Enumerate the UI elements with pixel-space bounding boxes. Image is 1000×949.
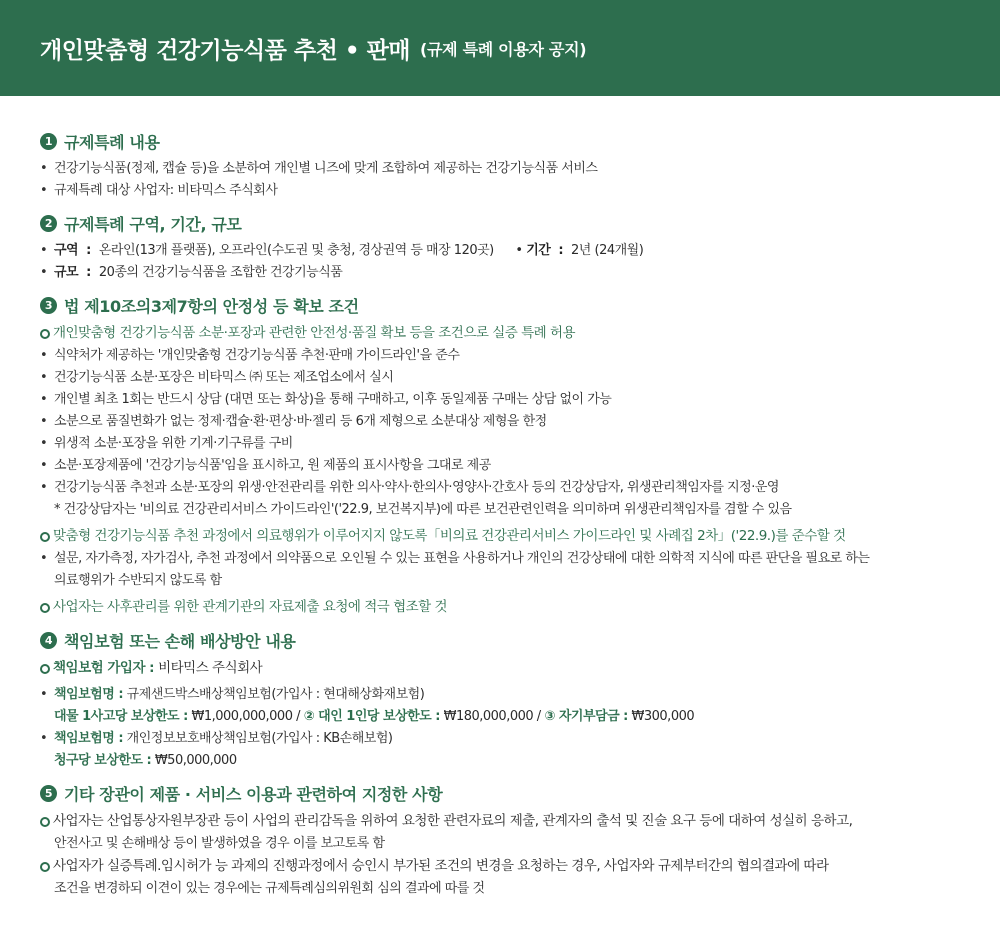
scale-row: • 규모 : 20종의 건강기능식품을 조합한 건강기능식품	[40, 262, 960, 284]
number-badge: 1	[40, 133, 57, 150]
ring-bullet-icon	[40, 532, 50, 542]
section-4	[40, 629, 960, 772]
policy-2-value: 개인정보보호배상책임보험(가입사 : KB손해보험)	[126, 731, 393, 746]
other-item-1-line2: 안전사고 및 손해배상 등이 발생하였을 경우 이를 보고토록 함	[54, 836, 385, 851]
page-title: 개인맞춤형 건강기능식품 추천 • 판매	[40, 37, 411, 64]
policy-1-value: 규제샌드박스배상책임보험(가입사 : 현대해상화재보험)	[126, 687, 425, 702]
limit-1-value: ₩1,000,000,000 /	[191, 709, 300, 724]
section-1	[40, 130, 960, 202]
area-value: 온라인(13개 플랫폼), 오프라인(수도권 및 충청, 경상권역 등 매장 120곳)	[98, 243, 494, 258]
scale-label: 규모	[54, 265, 79, 280]
section-3-title: 법 제10조의3제7항의 안정성 등 확보 조건	[64, 296, 359, 316]
section-5-title: 기타 장관이 제품 · 서비스 이용과 관련하여 지정한 사항	[64, 784, 443, 804]
section-3-heading	[40, 294, 960, 316]
section-2-title: 규제특례 구역, 기간, 규모	[64, 214, 242, 234]
section-5-heading	[40, 782, 960, 804]
claim-limit-label: 청구당 보상한도 :	[54, 753, 152, 768]
limit-1-label: 대물 1사고당 보상한도 :	[54, 709, 188, 724]
area-label: 구역	[54, 243, 79, 258]
claim-limit-value: ₩50,000,000	[154, 753, 237, 768]
footnote: * 건강상담자는 '비의료 건강관리서비스 가이드라인'('22.9, 보건복지부)에 따른 보건관련인력을 의미하며 위생관리책임자를 겸할 수 있음	[54, 502, 792, 517]
condition-2-text: 맞춤형 건강기능식품 추천 과정에서 의료행위가 이루어지지 않도록「비의료 건강관리서비스 가이드라인 및 사례집 2차」('22.9.)를 준수할 것	[53, 528, 846, 544]
policy-2-label: 책임보험명 :	[54, 731, 124, 746]
section-2-heading	[40, 212, 960, 234]
condition-1-text: 개인맞춤형 건강기능식품 소분·포장과 관련한 안전성·품질 확보 등을 조건으로 실증 특례 허용	[53, 325, 576, 341]
period-bullet: •	[515, 243, 523, 258]
limit-2-value: ₩180,000,000 /	[443, 709, 541, 724]
list-item: • 설문, 자가측정, 자가검사, 추천 과정에서 의약품으로 오인될 수 있는 표현을 사용하거나 개인의 건강상태에 대한 의학적 지식에 따른 판단을 필요로 하는	[40, 548, 960, 570]
section-5	[40, 782, 960, 900]
list-item: • 위생적 소분·포장을 위한 기계·기구류를 구비	[40, 433, 960, 455]
condition-3	[40, 596, 960, 619]
area-period-row: • 구역 : 온라인(13개 플랫폼), 오프라인(수도권 및 충청, 경상권역 등 매장 120곳) • 기간 : 2년 (24개월)	[40, 240, 960, 262]
page-subtitle: (규제 특례 이용자 공지)	[420, 39, 587, 59]
list-item: • 건강기능식품(정제, 캡슐 등)을 소분하여 개인별 니즈에 맞게 조합하여 제공하는 건강기능식품 서비스	[40, 158, 960, 180]
other-item-2-line2: 조건을 변경하되 이견이 있는 경우에는 규제특례심의위원회 심의 결과에 따를 것	[54, 881, 485, 896]
insured-value: 비타믹스 주식회사	[158, 660, 263, 676]
policy-2	[40, 728, 960, 750]
page-header	[0, 0, 1000, 96]
limit-3-label: ③ 자기부담금 :	[544, 709, 628, 724]
number-badge: 3	[40, 297, 57, 314]
list-item: • 개인별 최초 1회는 반드시 상담 (대면 또는 화상)을 통해 구매하고, 이후 동일제품 구매는 상담 없이 가능	[40, 389, 960, 411]
section-1-title: 규제특례 내용	[64, 132, 160, 152]
condition-1	[40, 322, 960, 345]
limit-3-value: ₩300,000	[631, 709, 695, 724]
list-item: • 건강기능식품 소분·포장은 비타믹스 ㈜ 또는 제조업소에서 실시	[40, 367, 960, 389]
section-4-title: 책임보험 또는 손해 배상방안 내용	[64, 631, 296, 651]
number-badge: 5	[40, 785, 57, 802]
notice-content	[0, 96, 1000, 900]
number-badge: 4	[40, 632, 57, 649]
ring-bullet-icon	[40, 603, 50, 613]
limit-2-label: ② 대인 1인당 보상한도 :	[303, 709, 440, 724]
condition-2	[40, 525, 960, 548]
list-item: • 규제특례 대상 사업자: 비타믹스 주식회사	[40, 180, 960, 202]
list-item: • 소분으로 품질변화가 없는 정제·캡슐·환·편상·바·젤리 등 6개 제형으로 소분대상 제형을 한정	[40, 411, 960, 433]
scale-value: 20종의 건강기능식품을 조합한 건강기능식품	[98, 265, 343, 280]
insured-label: 책임보험 가입자 :	[53, 660, 155, 676]
ring-bullet-icon	[40, 664, 50, 674]
policy-1-label: 책임보험명 :	[54, 687, 124, 702]
section-1-heading	[40, 130, 960, 152]
ring-bullet-icon	[40, 329, 50, 339]
policy-1	[40, 684, 960, 706]
number-badge: 2	[40, 215, 57, 232]
section-3	[40, 294, 960, 619]
policy-2-limits	[40, 750, 960, 772]
list-item: • 건강기능식품 추천과 소분·포장의 위생·안전관리를 위한 의사·약사·한의사·영양사·간호사 등의 건강상담자, 위생관리책임자를 지정·운영	[40, 477, 960, 499]
list-item-continuation: 의료행위가 수반되지 않도록 함	[54, 573, 222, 588]
section-2	[40, 212, 960, 284]
period-value: 2년 (24개월)	[571, 243, 644, 258]
other-item-1	[40, 810, 960, 833]
condition-3-text: 사업자는 사후관리를 위한 관계기관의 자료제출 요청에 적극 협조할 것	[53, 599, 448, 615]
policy-1-limits	[40, 706, 960, 728]
ring-bullet-icon	[40, 862, 50, 872]
period-label: 기간	[526, 243, 551, 258]
list-item: • 소분·포장제품에 '건강기능식품'임을 표시하고, 원 제품의 표시사항을 그대로 제공	[40, 455, 960, 477]
other-item-2	[40, 855, 960, 878]
insured-row	[40, 657, 960, 680]
other-item-2-line1: 사업자가 실증특례.임시허가 능 과제의 진행과정에서 승인시 부가된 조건의 변경을 요청하는 경우, 사업자와 규제부터간의 협의결과에 따라	[53, 858, 829, 874]
section-4-heading	[40, 629, 960, 651]
other-item-1-line1: 사업자는 산업통상자원부장관 등이 사업의 관리감독을 위하여 요청한 관련자료의 제출, 관계자의 출석 및 진술 요구 등에 대하여 성실히 응하고,	[53, 813, 853, 829]
list-item: • 식약처가 제공하는 '개인맞춤형 건강기능식품 추천·판매 가이드라인'을 준수	[40, 345, 960, 367]
ring-bullet-icon	[40, 817, 50, 827]
